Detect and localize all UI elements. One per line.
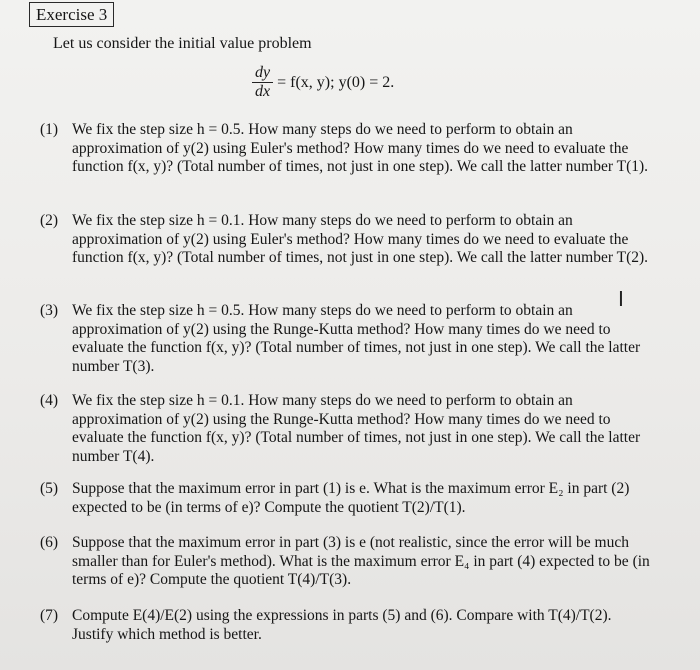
derivative-fraction — [252, 64, 273, 101]
question-number: (2) — [40, 212, 59, 229]
question-text: Suppose that the maximum error in part (1) is e. What is the maximum error E₂ in part (2) expected to be (in terms of e)? Compute the quotient T(2)/T(1). — [72, 480, 630, 516]
question-item — [40, 480, 655, 517]
question-item — [40, 392, 655, 466]
question-number: (6) — [40, 534, 59, 551]
question-item — [40, 534, 655, 590]
question-item — [40, 121, 655, 177]
text-cursor-icon: I — [618, 287, 624, 311]
question-text: We fix the step size h = 0.5. How many steps do we need to perform to obtain an approximation of y(2) using the Runge-Kutta method? How many times do we need to evaluate the function f(x, y)? (Total number of times, not just in one step). We call the latter number T(3). — [72, 302, 641, 375]
exercise-title: Exercise 3 — [29, 2, 114, 27]
question-item — [40, 607, 655, 644]
fraction-numerator: dy — [252, 64, 273, 83]
question-number: (3) — [40, 302, 59, 319]
question-item — [40, 212, 655, 268]
ivp-equation — [252, 64, 394, 101]
question-text: We fix the step size h = 0.1. How many steps do we need to perform to obtain an approximation of y(2) using the Runge-Kutta method? How many times do we need to evaluate the function f(x, y)? (Total number of times, not just in one step). We call the latter number T(4). — [72, 392, 641, 465]
question-number: (1) — [40, 121, 59, 138]
intro-text: Let us consider the initial value problem — [53, 35, 312, 52]
equation-rest: = f(x, y); y(0) = 2. — [277, 73, 395, 91]
question-text: We fix the step size h = 0.5. How many steps do we need to perform to obtain an approximation of y(2) using Euler's method? How many times do we need to evaluate the function f(x, y)? (Total number of times, not just in one step). We call the latter number T(1). — [72, 121, 649, 176]
question-item — [40, 302, 655, 376]
question-text: We fix the step size h = 0.1. How many steps do we need to perform to obtain an approximation of y(2) using Euler's method? How many times do we need to evaluate the function f(x, y)? (Total number of times, not just in one step). We call the latter number T(2). — [72, 212, 649, 267]
question-text: Compute E(4)/E(2) using the expressions in parts (5) and (6). Compare with T(4)/T(2). Justify which method is better. — [72, 607, 612, 643]
question-text: Suppose that the maximum error in part (3) is e (not realistic, since the error will be much smaller than for Euler's method). What is the maximum error E₄ in part (4) expected to be (in terms of e)? Compute the quotient T(4)/T(3). — [72, 534, 650, 589]
question-number: (5) — [40, 480, 59, 497]
fraction-denominator: dx — [255, 83, 271, 100]
question-number: (4) — [40, 392, 59, 409]
question-number: (7) — [40, 607, 59, 624]
